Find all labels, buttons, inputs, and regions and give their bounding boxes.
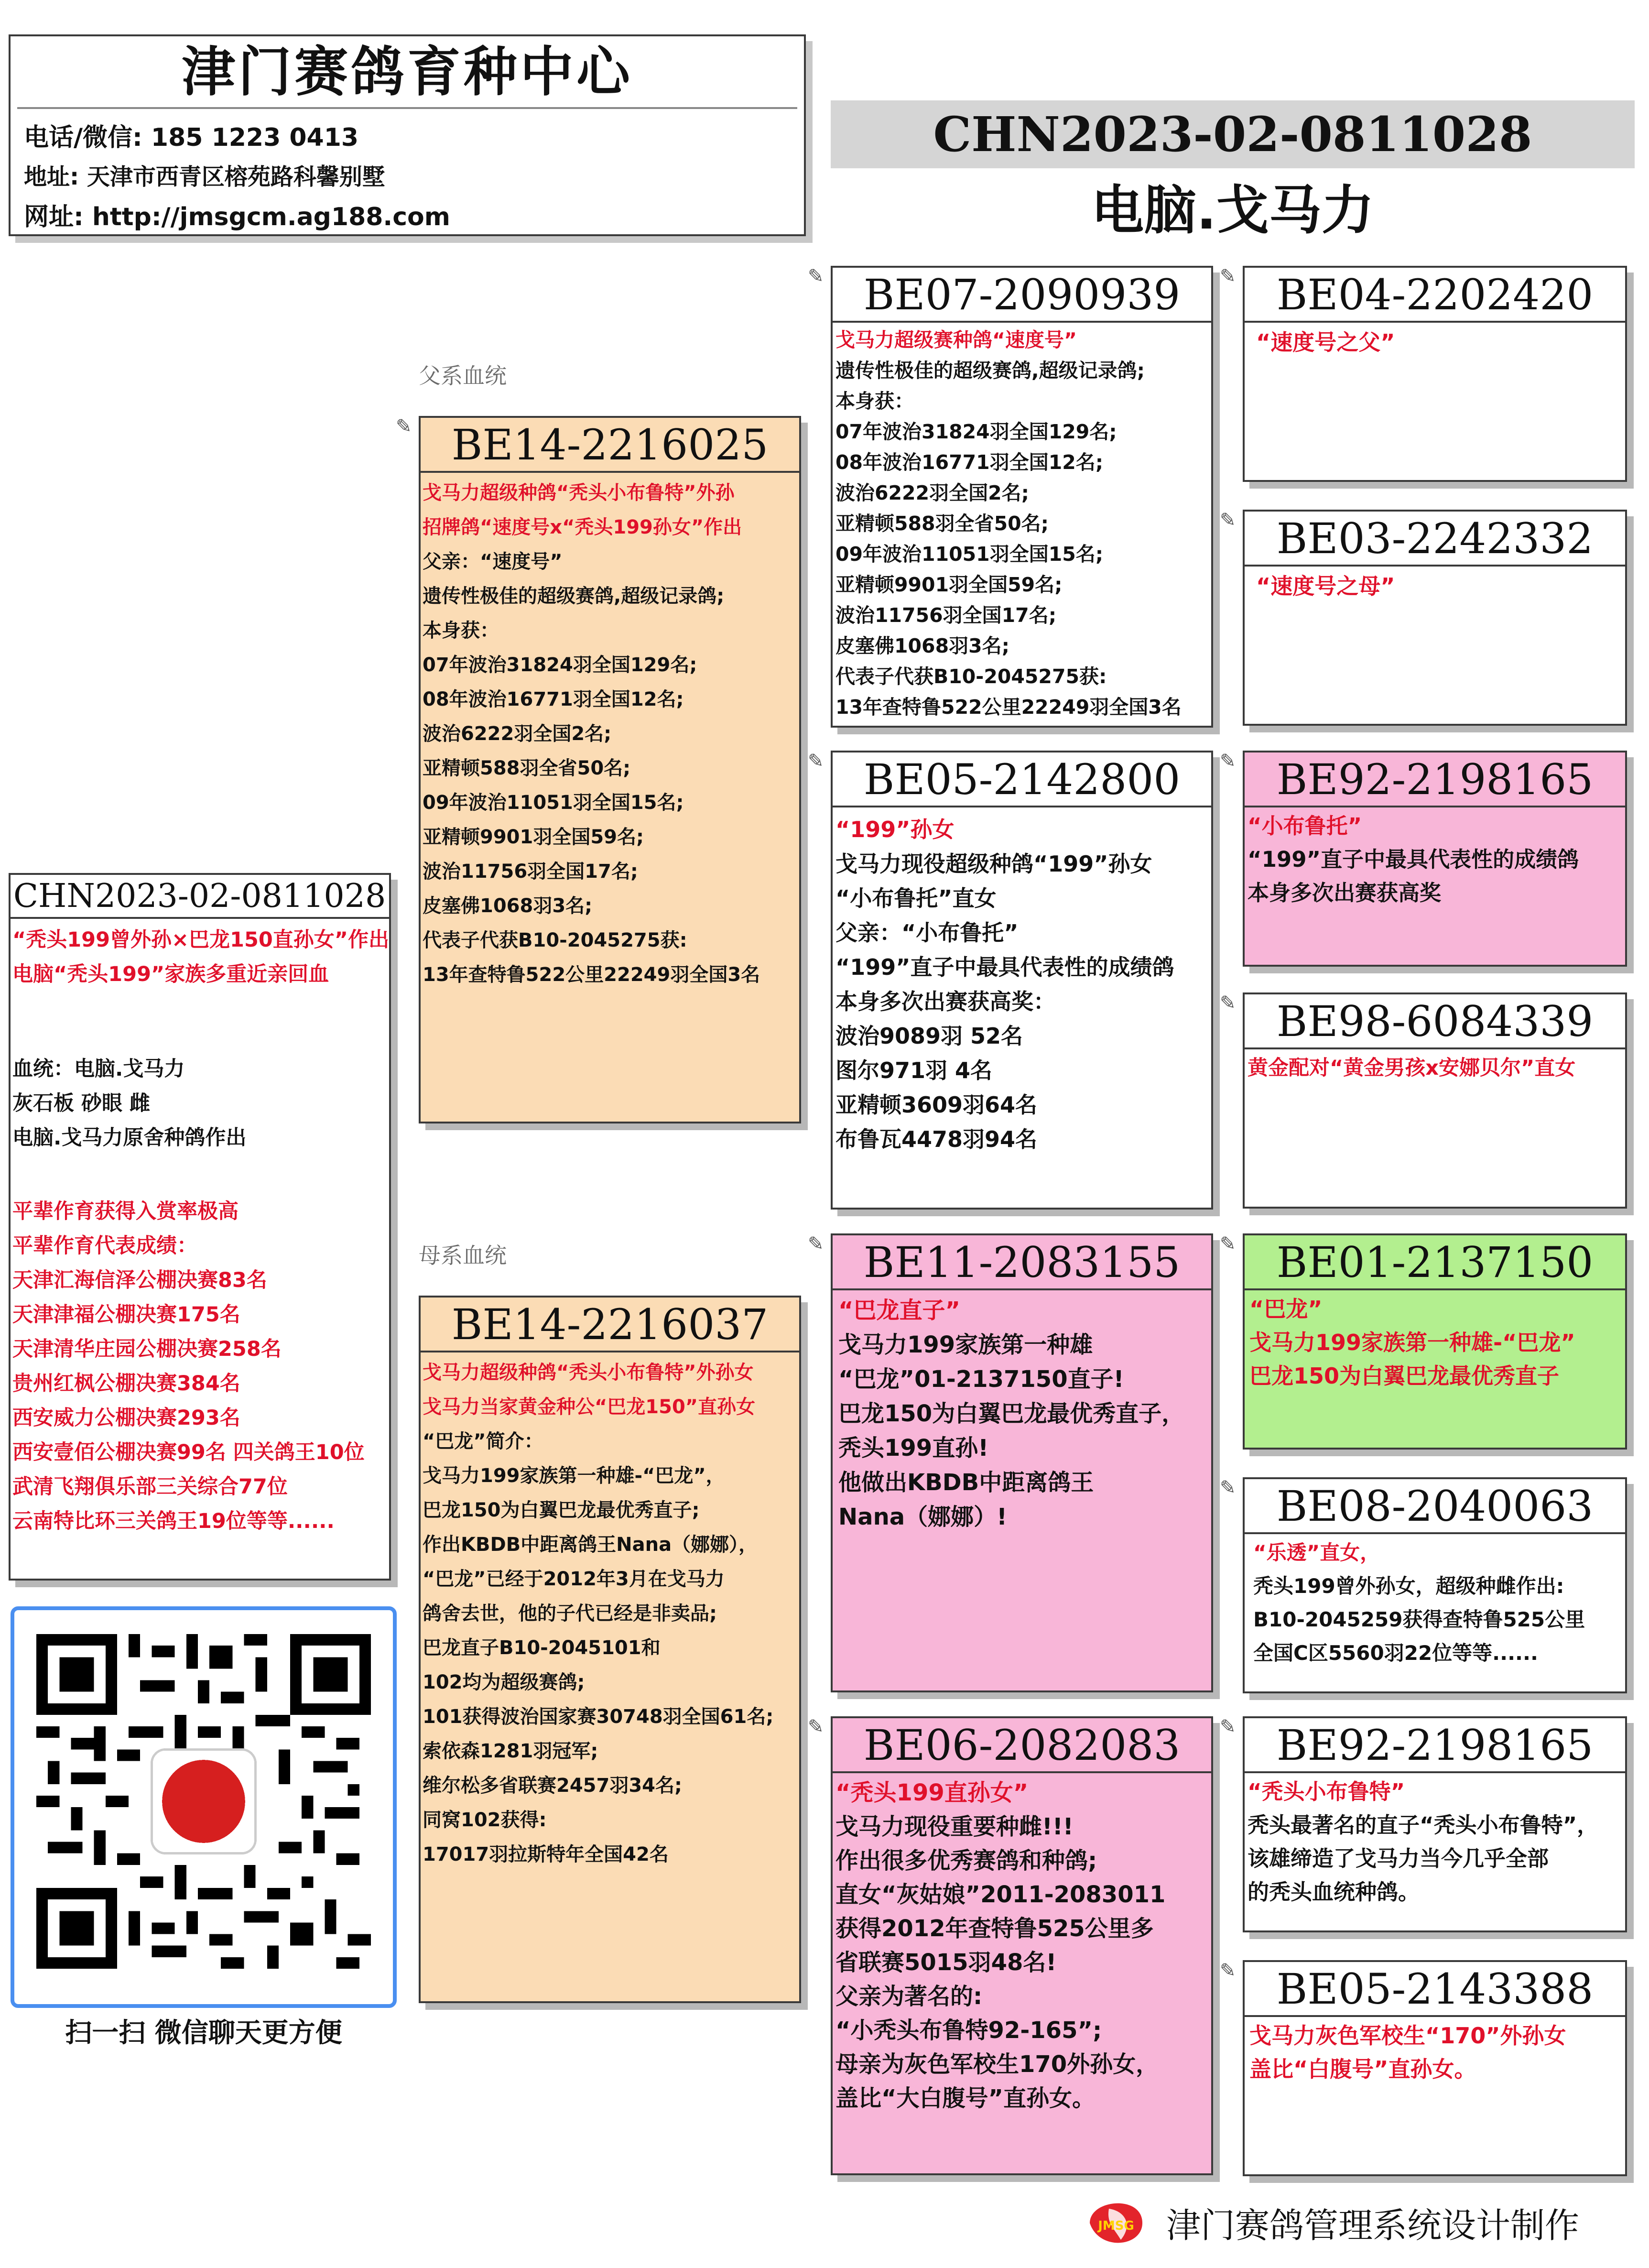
sire-dam-detail: “小布鲁托”直女 [835, 885, 997, 912]
great-grandparent-card-4 [1243, 992, 1627, 1209]
subject-result: 西安壹佰公棚决赛99名 四关鸽王10位 [12, 1440, 365, 1465]
great-grandparent-detail: 的秃头血统种鸽。 [1248, 1879, 1420, 1905]
sire-sire-detail: 亚精顿588羽全省50名; [835, 512, 1049, 535]
link-icon[interactable]: ✎ [808, 1233, 824, 1255]
dam-dam-detail: 母亲为灰色军校生170外孙女， [835, 2051, 1159, 2078]
sire-line-label: 父系血统 [419, 363, 507, 389]
qr-card[interactable] [11, 1606, 397, 2049]
subject-result: 平辈作育代表成绩： [12, 1234, 197, 1258]
subject-note: “秃头199曾外孙×巴龙150直孙女”作出 [12, 928, 390, 952]
sire-sire-detail: 08年波治16771羽全国12名; [835, 451, 1104, 474]
subject-result: 武清飞翔俱乐部三关综合77位 [12, 1475, 288, 1499]
great-grandparent-note: 盖比“白腹号”直孙女。 [1249, 2056, 1476, 2083]
great-grandparent-ring: BE08-2040063 [1245, 1479, 1625, 1534]
dam-dam-detail: 作出很多优秀赛鸽和种鸽; [835, 1847, 1097, 1875]
dam-dam-detail: 戈马力现役重要种雌!!! [835, 1813, 1074, 1841]
jmsg-logo-icon [1080, 2190, 1152, 2257]
link-icon[interactable]: ✎ [1220, 1233, 1236, 1255]
dam-note: 戈马力超级种鸽“秃头小布鲁特”外孙女 [423, 1362, 754, 1384]
great-grandparent-card-5 [1243, 1233, 1627, 1450]
great-grandparent-detail: 该雄缔造了戈马力当今几乎全部 [1248, 1846, 1549, 1872]
address-line: 地址: 天津市西青区榕苑路科馨别墅 [24, 164, 385, 190]
great-grandparent-note: “速度号之父” [1256, 329, 1395, 356]
great-grandparent-ring: BE05-2143388 [1245, 1962, 1625, 2017]
sire-detail: 波治11756羽全国17名; [423, 861, 638, 883]
ring-banner [831, 100, 1635, 168]
sire-detail: 父亲：“速度号” [423, 551, 563, 573]
sire-sire-ring: BE07-2090939 [833, 268, 1211, 323]
subject-result: 天津汇海信泽公棚决赛83名 [12, 1268, 267, 1293]
subject-ring: CHN2023-02-0811028 [11, 875, 389, 919]
dam-dam-note: “秃头199直孙女” [835, 1779, 1029, 1807]
great-grandparent-detail: 本身多次出赛获高奖 [1248, 880, 1442, 906]
sire-detail: 亚精顿588羽全省50名; [423, 757, 631, 780]
dam-detail: 101获得波治国家赛30748羽全国61名; [423, 1706, 774, 1728]
dam-sire-card [831, 1233, 1213, 1692]
great-grandparent-note: “速度号之母” [1256, 573, 1395, 600]
sire-sire-detail: 本身获： [835, 390, 914, 413]
link-icon[interactable]: ✎ [808, 1716, 824, 1738]
dam-detail: 同窝102获得: [423, 1809, 547, 1832]
link-icon[interactable]: ✎ [1220, 1960, 1236, 1982]
great-grandparent-note: 巴龙150为白翼巴龙最优秀直子 [1249, 1363, 1560, 1389]
great-grandparent-note: “小布鲁托” [1248, 813, 1362, 839]
logo-text: JMSG [1098, 2219, 1134, 2233]
sire-ring: BE14-2216025 [421, 418, 799, 473]
header-divider [17, 107, 797, 109]
great-grandparent-card-8 [1243, 1960, 1627, 2176]
dam-detail: 巴龙直子B10-2045101和 [423, 1637, 661, 1659]
dam-dam-card [831, 1716, 1213, 2175]
sire-sire-detail: 遗传性极佳的超级赛鸽,超级记录鸽; [835, 359, 1145, 382]
great-grandparent-ring: BE98-6084339 [1245, 994, 1625, 1049]
footer-text: 津门赛鸽管理系统设计制作 [1166, 2205, 1580, 2246]
great-grandparent-card-3 [1243, 751, 1627, 967]
sire-detail: 09年波治11051羽全国15名; [423, 792, 684, 814]
great-grandparent-note: 黄金配对“黄金男孩x安娜贝尔”直女 [1248, 1056, 1576, 1080]
sire-detail: 07年波治31824羽全国129名; [423, 654, 697, 676]
sire-sire-detail: 亚精顿9901羽全国59名; [835, 573, 1063, 597]
header-card [9, 34, 806, 236]
dam-ring: BE14-2216037 [421, 1298, 799, 1352]
dam-card [419, 1296, 801, 2003]
link-icon[interactable]: ✎ [1220, 1477, 1236, 1499]
phone-line: 电话/微信: 185 1223 0413 [24, 123, 359, 152]
website-line: 网址: http://jmsgcm.ag188.com [24, 203, 450, 231]
dam-sire-detail: Nana（娜娜）! [838, 1504, 1008, 1531]
center-name: 津门赛鸽育种中心 [182, 41, 633, 103]
great-grandparent-note: “秃头小布鲁特” [1248, 1779, 1405, 1805]
great-grandparent-ring: BE04-2202420 [1245, 268, 1625, 323]
dam-sire-detail: “巴龙”01-2137150直子! [838, 1366, 1124, 1393]
sire-dam-detail: 波治9089羽 52名 [835, 1023, 1023, 1049]
sire-detail: 遗传性极佳的超级赛鸽,超级记录鸽; [423, 585, 725, 608]
subject-note: 电脑“秃头199”家族多重近亲回血 [12, 962, 329, 987]
link-icon[interactable]: ✎ [1220, 509, 1236, 531]
dam-detail: 102均为超级赛鸽; [423, 1671, 585, 1694]
sire-dam-detail: 亚精顿3609羽64名 [835, 1092, 1038, 1118]
dam-detail: 巴龙150为白翼巴龙最优秀直子; [423, 1499, 700, 1522]
dam-line-label: 母系血统 [419, 1243, 507, 1268]
great-grandparent-card-7 [1243, 1716, 1627, 1932]
link-icon[interactable]: ✎ [808, 265, 824, 287]
subject-result: 西安威力公棚决赛293名 [12, 1406, 240, 1430]
footer [1080, 2190, 1644, 2261]
dam-detail: 维尔松多省联赛2457羽34名; [423, 1775, 682, 1797]
sire-sire-card [831, 266, 1213, 728]
subject-detail: 电脑.戈马力原舍种鸽作出 [12, 1126, 247, 1150]
sire-note: 招牌鸽“速度号x“秃头199孙女”作出 [423, 516, 742, 539]
sire-sire-detail: 波治6222羽全国2名; [835, 481, 1030, 505]
great-grandparent-detail: 秃头最著名的直子“秃头小布鲁特”， [1248, 1812, 1599, 1838]
subject-result: 云南特比环三关鸽王19位等等...... [12, 1509, 335, 1534]
sire-sire-detail: 13年查特鲁522公里22249羽全国3名 [835, 696, 1182, 719]
dam-sire-note: “巴龙直子” [838, 1297, 961, 1324]
dam-dam-detail: “小秃头布鲁特92-165”; [835, 2017, 1102, 2044]
great-grandparent-ring: BE01-2137150 [1245, 1235, 1625, 1290]
subject-detail: 血统：电脑.戈马力 [12, 1057, 185, 1081]
dam-detail: 作出KBDB中距离鸽王Nana（娜娜）， [423, 1534, 758, 1556]
great-grandparent-card-2 [1243, 510, 1627, 726]
link-icon[interactable]: ✎ [1220, 265, 1236, 287]
dam-detail: 戈马力199家族第一种雄-“巴龙”， [423, 1465, 725, 1487]
sire-dam-detail: 布鲁瓦4478羽94名 [835, 1126, 1038, 1153]
great-grandparent-card-6 [1243, 1477, 1627, 1693]
sire-sire-detail: 代表子代获B10-2045275获: [835, 665, 1107, 688]
sire-detail: 波治6222羽全国2名; [423, 723, 612, 745]
sire-detail: 本身获： [423, 620, 499, 642]
link-icon[interactable]: ✎ [808, 750, 824, 772]
great-grandparent-detail: 全国C区5560羽22位等等...... [1253, 1641, 1538, 1665]
great-grandparent-note: “巴龙” [1249, 1296, 1323, 1322]
subject-card [9, 873, 391, 1581]
sire-detail: 皮塞佛1068羽3名; [423, 895, 593, 917]
dam-detail: “巴龙”简介： [423, 1430, 543, 1453]
link-icon[interactable]: ✎ [1220, 992, 1236, 1014]
dam-dam-detail: 直女“灰姑娘”2011-2083011 [835, 1881, 1166, 1908]
dam-sire-detail: 他做出KBDB中距离鸽王 [838, 1469, 1094, 1496]
link-icon[interactable]: ✎ [1220, 1716, 1236, 1738]
great-grandparent-ring: BE92-2198165 [1245, 1718, 1625, 1773]
great-grandparent-note: “乐透”直女， [1253, 1541, 1380, 1565]
pigeon-name: 电脑.戈马力 [1091, 180, 1374, 241]
qr-caption: 扫一扫 微信聊天更方便 [65, 2017, 342, 2049]
great-grandparent-detail: “199”直子中最具代表性的成绩鸽 [1248, 847, 1579, 872]
dam-note: 戈马力当家黄金种公“巴龙150”直孙女 [423, 1396, 756, 1418]
sire-dam-note: “199”孙女 [835, 817, 955, 843]
great-grandparent-card-1 [1243, 266, 1627, 482]
sire-dam-detail: 本身多次出赛获高奖： [835, 989, 1055, 1015]
sire-dam-detail: 父亲：“小布鲁托” [835, 920, 1019, 946]
sire-detail: 13年查特鲁522公里22249羽全国3名 [423, 964, 760, 986]
dam-detail: 鸽舍去世，他的子代已经是非卖品; [423, 1603, 717, 1625]
dam-dam-detail: 省联赛5015羽48名! [835, 1949, 1057, 1976]
great-grandparent-note: 戈马力灰色军校生“170”外孙女 [1249, 2023, 1566, 2049]
subject-result: 天津清华庄园公棚决赛258名 [12, 1337, 282, 1362]
dam-detail: 17017羽拉斯特年全国42名 [423, 1843, 669, 1866]
dam-sire-detail: 巴龙150为白翼巴龙最优秀直子， [838, 1400, 1185, 1428]
great-grandparent-detail: B10-2045259获得查特鲁525公里 [1253, 1608, 1585, 1632]
dam-sire-detail: 秃头199直孙! [838, 1435, 989, 1462]
dam-dam-detail: 父亲为著名的: [835, 1983, 983, 2010]
dam-detail: 索依森1281羽冠军; [423, 1740, 598, 1763]
sire-note: 戈马力超级种鸽“秃头小布鲁特”外孙 [423, 482, 735, 504]
dam-dam-detail: 盖比“大白腹号”直孙女。 [835, 2085, 1096, 2112]
qr-code-icon [36, 1634, 371, 1969]
pigeon-ring: CHN2023-02-0811028 [933, 106, 1532, 163]
link-icon[interactable]: ✎ [396, 415, 412, 437]
sire-dam-detail: 戈马力现役超级种鸽“199”孙女 [835, 851, 1152, 877]
dam-dam-ring: BE06-2082083 [833, 1718, 1211, 1773]
sire-card [419, 416, 801, 1123]
subject-detail: 灰石板 砂眼 雌 [12, 1091, 150, 1116]
link-icon[interactable]: ✎ [1220, 750, 1236, 772]
great-grandparent-ring: BE03-2242332 [1245, 512, 1625, 567]
dam-dam-detail: 获得2012年查特鲁525公里多 [835, 1915, 1154, 1942]
sire-sire-detail: 09年波治11051羽全国15名; [835, 543, 1104, 566]
dam-detail: “巴龙”已经于2012年3月在戈马力 [423, 1568, 725, 1591]
great-grandparent-ring: BE92-2198165 [1245, 752, 1625, 807]
subject-result: 平辈作育获得入赏率极高 [12, 1199, 239, 1224]
sire-sire-detail: 波治11756羽全国17名; [835, 604, 1057, 627]
sire-sire-detail: 皮塞佛1068羽3名; [835, 634, 1010, 658]
subject-result: 天津津福公棚决赛175名 [12, 1303, 240, 1327]
great-grandparent-detail: 秃头199曾外孙女，超级种雌作出: [1253, 1574, 1564, 1598]
sire-detail: 08年波治16771羽全国12名; [423, 688, 684, 711]
sire-dam-card [831, 751, 1213, 1210]
sire-dam-ring: BE05-2142800 [833, 752, 1211, 807]
sire-sire-note: 戈马力超级赛种鸽“速度号” [835, 328, 1077, 352]
subject-result: 贵州红枫公棚决赛384名 [12, 1372, 240, 1396]
sire-detail: 代表子代获B10-2045275获: [423, 929, 687, 952]
dam-sire-detail: 戈马力199家族第一种雄 [838, 1331, 1093, 1359]
great-grandparent-note: 戈马力199家族第一种雄-“巴龙” [1249, 1330, 1575, 1356]
dam-sire-ring: BE11-2083155 [833, 1235, 1211, 1290]
sire-detail: 亚精顿9901羽全国59名; [423, 826, 644, 849]
sire-dam-detail: 图尔971羽 4名 [835, 1058, 993, 1084]
sire-sire-detail: 07年波治31824羽全国129名; [835, 420, 1117, 444]
sire-dam-detail: “199”直子中最具代表性的成绩鸽 [835, 954, 1174, 981]
